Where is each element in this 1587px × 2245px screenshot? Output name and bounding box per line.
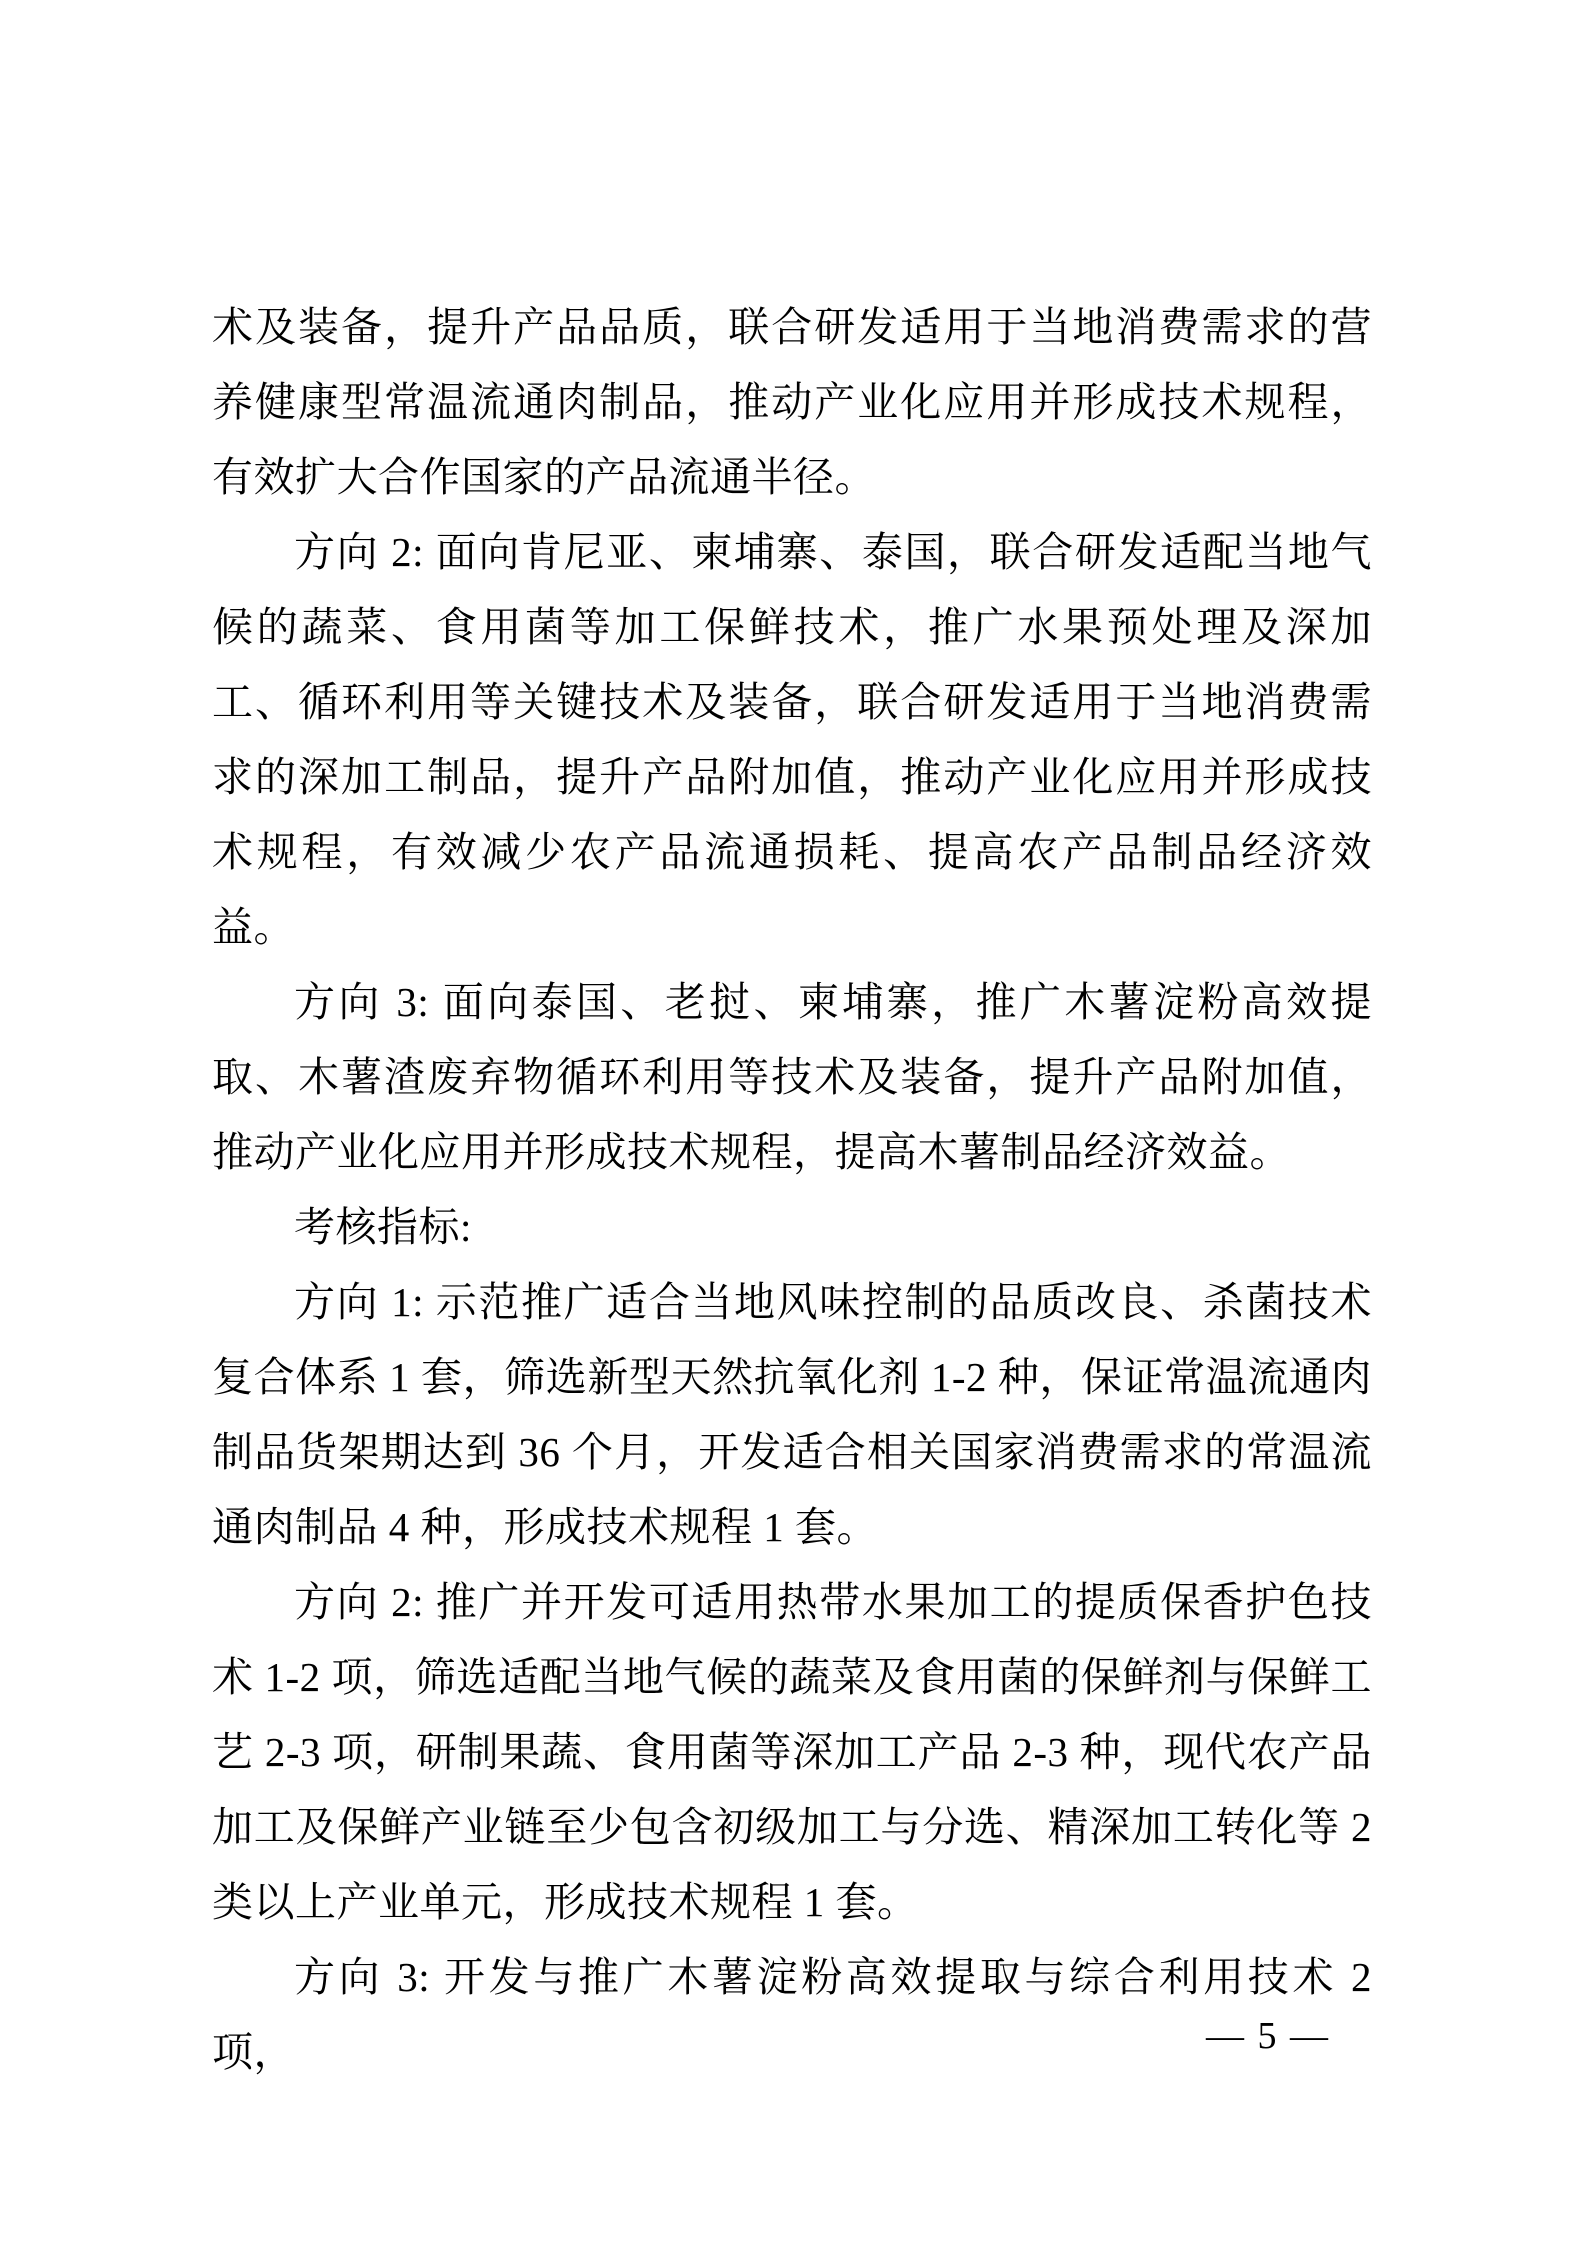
page-number: — 5 —: [1206, 2015, 1330, 2057]
document-body: [212, 290, 1372, 2090]
paragraph-continuation: 术及装备，提升产品品质，联合研发适用于当地消费需求的营养健康型常温流通肉制品，推动产业化应用并形成技术规程，有效扩大合作国家的产品流通半径。: [212, 304, 1372, 500]
paragraph-direction-2: 方向 2: 面向肯尼亚、柬埔寨、泰国，联合研发适配当地气候的蔬菜、食用菌等加工保鲜技术，推广水果预处理及深加工、循环利用等关键技术及装备，联合研发适用于当地消费需求的深加工制品，提升产品附加值，推动产业化应用并形成技术规程，有效减少农产品流通损耗、提高农产品制品经济效益。: [212, 529, 1372, 950]
paragraph-assessment-heading: 考核指标:: [294, 1204, 472, 1250]
paragraph-indicator-direction-2: 方向 2: 推广并开发可适用热带水果加工的提质保香护色技术 1-2 项，筛选适配当地气候的蔬菜及食用菌的保鲜剂与保鲜工艺 2-3 项，研制果蔬、食用菌等深加工产品 2-3 种，现代农产品加工及保鲜产业链至少包含初级加工与分选、精深加工转化等 2 类以上产业单元，形成技术规程 1 套。: [212, 1579, 1372, 1925]
paragraph-indicator-direction-3: 方向 3: 开发与推广木薯淀粉高效提取与综合利用技术 2 项，: [212, 1954, 1372, 2075]
paragraph-direction-3: 方向 3: 面向泰国、老挝、柬埔寨，推广木薯淀粉高效提取、木薯渣废弃物循环利用等技术及装备，提升产品附加值，推动产业化应用并形成技术规程，提高木薯制品经济效益。: [212, 979, 1372, 1175]
paragraph-indicator-direction-1: 方向 1: 示范推广适合当地风味控制的品质改良、杀菌技术复合体系 1 套，筛选新型天然抗氧化剂 1-2 种，保证常温流通肉制品货架期达到 36 个月，开发适合相关国家消费需求的常温流通肉制品 4 种，形成技术规程 1 套。: [212, 1279, 1372, 1550]
